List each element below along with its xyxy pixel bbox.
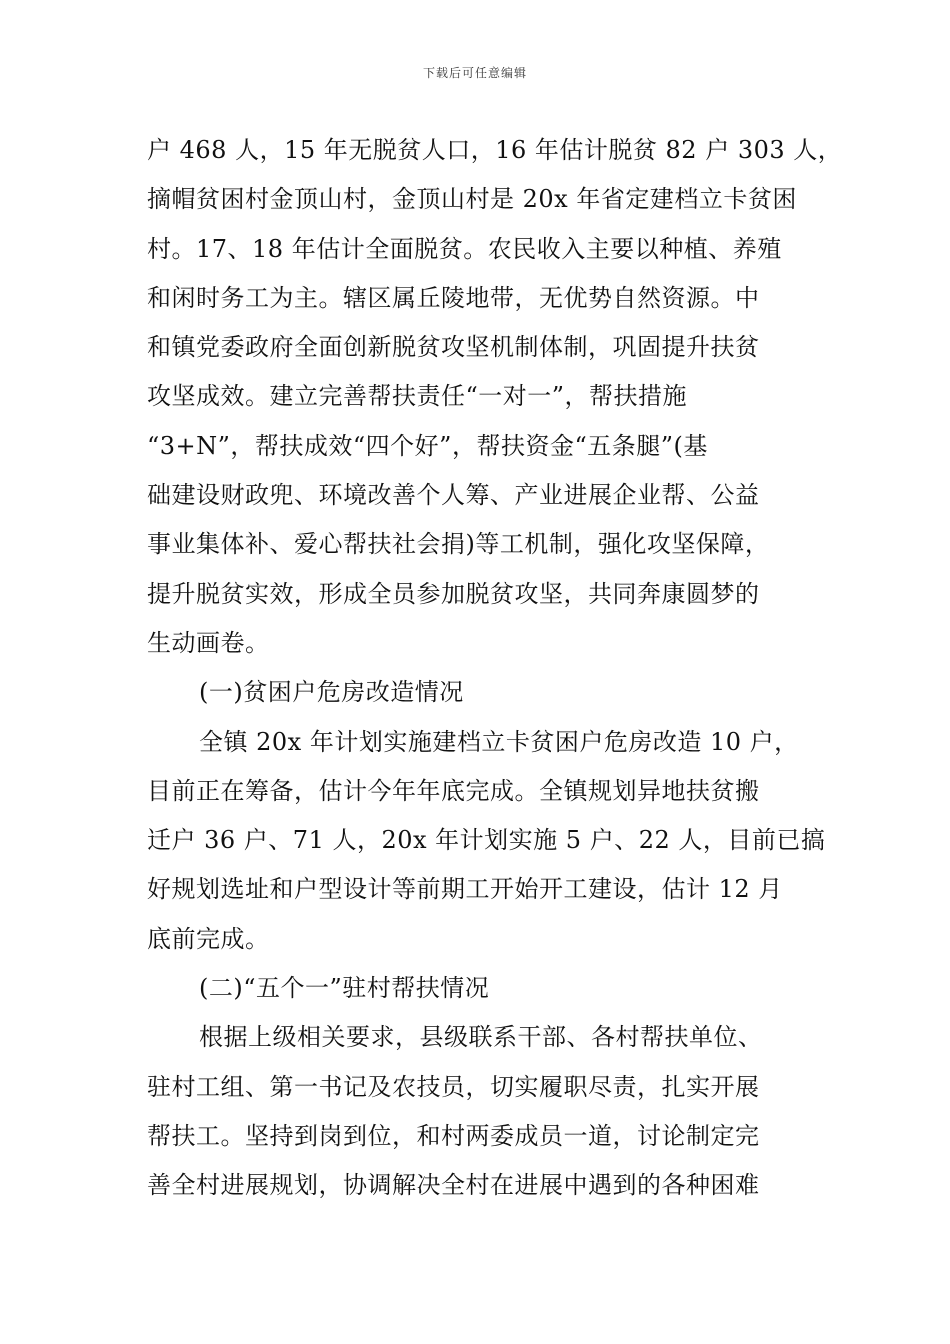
text-line: 帮扶工。坚持到岗到位，和村两委成员一道，讨论制定完 <box>147 1121 760 1150</box>
text-line: 础建设财政兜、环境改善个人筹、产业进展企业帮、公益 <box>147 481 760 510</box>
text-line: 好规划选址和户型设计等前期工开始开工建设，估计 12 月 <box>147 875 783 904</box>
text-line: 攻坚成效。建立完善帮扶责任“一对一”，帮扶措施 <box>147 382 688 411</box>
text-line: 户 468 人，15 年无脱贫人口，16 年估计脱贫 82 户 303 人， <box>147 136 843 164</box>
text-line: 驻村工组、第一书记及农技员，切实履职尽责，扎实开展 <box>147 1072 760 1101</box>
download-note: 下载后可任意编辑 <box>422 66 527 80</box>
text-line: 事业集体补、爱心帮扶社会捐)等工机制，强化攻坚保障， <box>147 530 770 559</box>
text-line: 村。17、18 年估计全面脱贫。农民收入主要以种植、养殖 <box>147 234 782 263</box>
text-line: 摘帽贫困村金顶山村，金顶山村是 20x 年省定建档立卡贫困 <box>147 185 797 214</box>
text-line: 迁户 36 户、71 人，20x 年计划实施 5 户、22 人，目前已搞 <box>147 826 826 855</box>
paragraph-start: 根据上级相关要求，县级联系干部、各村帮扶单位、 <box>199 1023 763 1052</box>
text-line: 生动画卷。 <box>147 628 270 657</box>
text-line: “3+N”，帮扶成效“四个好”，帮扶资金“五条腿”(基 <box>147 431 708 460</box>
text-line: 底前完成。 <box>147 924 270 953</box>
document-body <box>147 126 843 1211</box>
text-line: 善全村进展规划，协调解决全村在进展中遇到的各种困难 <box>147 1171 760 1200</box>
text-line: 和闲时务工为主。辖区属丘陵地带，无优势自然资源。中 <box>147 283 760 312</box>
section-heading-two: (二)“五个一”驻村帮扶情况 <box>199 974 490 1003</box>
text-line: 提升脱贫实效，形成全员参加脱贫攻坚，共同奔康圆梦的 <box>147 579 760 608</box>
text-line: 目前正在筹备，估计今年年底完成。全镇规划异地扶贫搬 <box>147 776 760 805</box>
text-line: 和镇党委政府全面创新脱贫攻坚机制体制，巩固提升扶贫 <box>147 333 760 362</box>
paragraph-start: 全镇 20x 年计划实施建档立卡贫困户危房改造 10 户， <box>199 727 799 756</box>
section-heading-one: (一)贫困户危房改造情况 <box>199 678 464 707</box>
